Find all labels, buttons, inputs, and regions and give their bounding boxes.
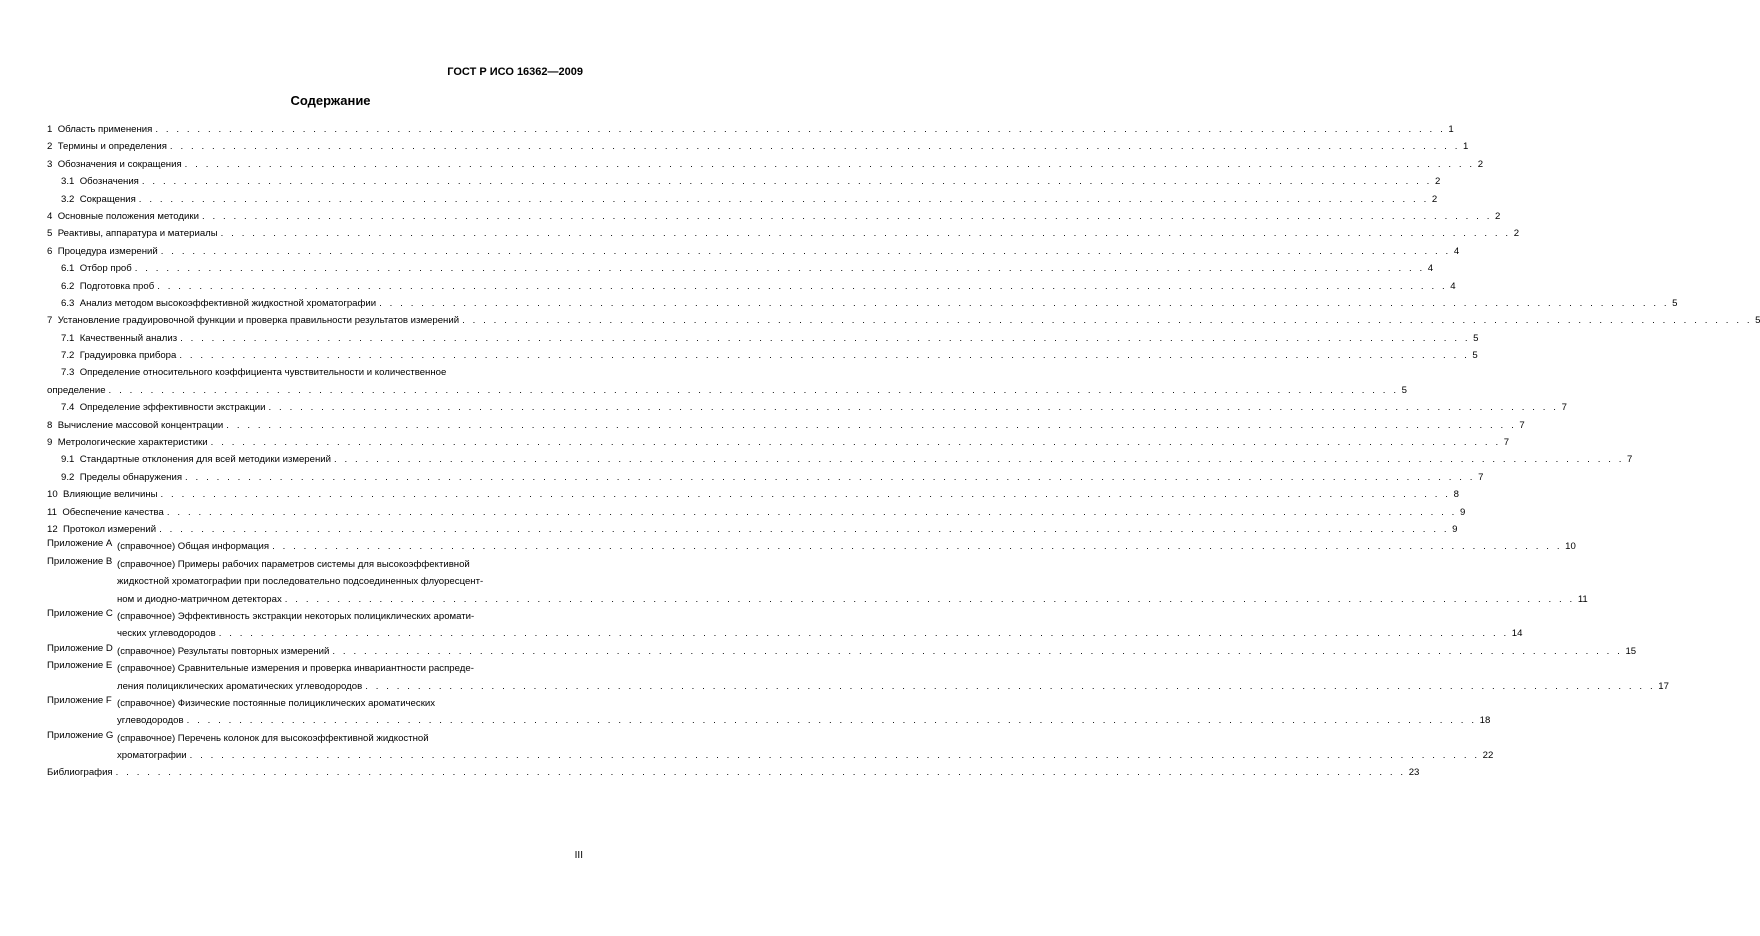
appendix-label: Приложение F [47,694,112,706]
entry-page: 4 [1453,245,1460,257]
entry-title: Качественный анализ [79,332,178,344]
leader-dots [179,347,1469,364]
toc-entry[interactable] [47,138,1469,155]
page-title: Содержание [290,93,371,108]
toc-entry[interactable] [47,191,1438,208]
leader-dots [142,173,1432,190]
entry-number: 7 [47,315,53,327]
leader-dots [157,278,1447,295]
entry-title: Влияющие величины [63,489,158,501]
toc-entry[interactable] [47,173,1441,190]
appendix-label: Приложение А [47,538,113,550]
entry-title: Установление градуировочной функции и проверка правильности результатов измерений [57,315,460,327]
entry-title: Подготовка проб [79,280,155,292]
entry-title: Сокращения [79,193,136,205]
leader-dots [161,486,1451,503]
appendix-label: Приложение D [47,642,113,654]
entry-number: 9.2 [61,471,75,483]
entry-title: Обозначения [79,176,139,188]
toc-entry[interactable] [47,208,1501,225]
entry-title: Отбор проб [79,263,132,275]
leader-dots [272,538,1562,555]
leader-dots [187,712,1477,729]
bibliography-title: Библиография [47,767,113,779]
leader-dots [170,138,1460,155]
entry-title: Термины и определения [57,141,167,153]
entry-page: 8 [1453,489,1459,501]
leader-dots [202,208,1492,225]
entry-title: Пределы обнаружения [79,471,183,483]
toc-entry[interactable] [47,364,584,381]
entry-page: 5 [1755,315,1760,327]
entry-title: Вычисление массовой концентрации [57,419,224,431]
toc-entry[interactable] [47,312,1760,329]
toc-entry[interactable] [47,295,1678,312]
entry-number: 5 [47,228,53,240]
appendix-title: жидкостной хроматографии при последовательно подсоединенных флуоресцент- [117,576,484,588]
leader-dots [269,399,1559,416]
entry-title-continuation: определение [47,384,106,396]
toc-entry[interactable] [47,243,1460,260]
entry-title: Определение относительного коэффициента чувствительности и количественное [79,367,447,379]
entry-title: Градуировка прибора [79,350,177,362]
leader-dots [109,382,1399,399]
entry-number: 4 [47,210,53,222]
leader-dots [190,747,1480,764]
entry-title: Протокол измерений [63,523,157,535]
toc-entry[interactable] [47,504,1466,521]
appendix-title: (справочное) Физические постоянные полициклических ароматических [117,697,436,709]
appendix-page: 11 [1577,593,1588,605]
leader-dots [159,521,1449,538]
table-of-contents [47,121,1760,782]
leader-dots [462,312,1752,329]
entry-page: 2 [1494,210,1501,222]
appendix-label: Приложение Е [47,660,113,672]
entry-page: 2 [1431,193,1438,205]
entry-page: 7 [1478,471,1484,483]
leader-dots [161,243,1451,260]
entry-number: 8 [47,419,53,431]
entry-number: 6.1 [61,263,75,275]
toc-entry[interactable] [47,399,1567,416]
toc-appendix[interactable] [47,538,1576,555]
toc-entry[interactable] [47,486,1459,503]
toc-entry[interactable] [47,521,1458,538]
entry-number: 3.2 [61,193,75,205]
entry-page: 9 [1452,523,1458,535]
entry-page: 2 [1513,228,1520,240]
leader-dots [155,121,1445,138]
entry-number: 3.1 [61,176,75,188]
entry-title: Определение эффективности экстракции [79,402,266,414]
entry-number: 7.1 [61,332,75,344]
leader-dots [332,643,1622,660]
toc-entry[interactable] [47,451,1633,468]
toc-appendix[interactable] [47,729,1494,765]
leader-dots [211,434,1501,451]
entry-page: 5 [1401,384,1407,396]
appendix-page: 22 [1482,750,1494,762]
entry-page: 2 [1477,158,1484,170]
leader-dots [365,678,1655,695]
appendix-title: (справочное) Результаты повторных измерений [117,645,330,657]
toc-appendix[interactable] [47,660,1669,695]
toc-entry[interactable] [47,156,1484,173]
entry-number: 12 [47,523,58,535]
leader-dots [139,191,1429,208]
entry-number: 6.3 [61,297,75,309]
leader-dots [334,451,1624,468]
entry-number: 10 [47,489,58,501]
toc-entry[interactable] [47,260,1434,277]
toc-entry[interactable] [47,330,1479,347]
toc-appendix[interactable] [47,642,1637,660]
appendix-title: (справочное) Сравнительные измерения и проверка инвариантности распреде- [117,663,474,675]
toc-appendix[interactable] [47,607,1523,643]
standard-number: ГОСТ Р ИСО 16362—2009 [447,66,583,78]
appendix-title: хроматографии [117,750,187,762]
entry-page: 5 [1672,297,1678,309]
entry-page: 1 [1462,141,1469,153]
toc-appendix[interactable] [47,555,1588,608]
leader-dots [185,156,1475,173]
appendix-title: (справочное) Перечень колонок для высокоэффективной жидкостной [117,732,429,744]
entry-page: 7 [1519,419,1525,431]
appendix-page: 10 [1565,541,1576,553]
toc-entry[interactable] [47,225,1520,242]
appendix-title: (справочное) Примеры рабочих параметров системы для высокоэффективной [117,558,470,570]
appendix-title: углеводородов [117,715,184,727]
entry-title: Реактивы, аппаратура и материалы [57,228,218,240]
entry-page: 5 [1473,332,1479,344]
entry-page: 5 [1472,350,1478,362]
entry-page: 7 [1561,402,1567,414]
leader-dots [221,225,1511,242]
entry-number: 9 [47,437,53,449]
entry-title: Основные положения методики [57,210,199,222]
entry-number: 7.2 [61,350,75,362]
entry-page: 7 [1503,437,1510,449]
entry-page: 7 [1627,454,1633,466]
entry-title: Метрологические характеристики [57,437,208,449]
leader-dots [226,417,1516,434]
leader-dots [116,764,1406,781]
appendix-page: 17 [1658,680,1669,692]
leader-dots [219,625,1509,642]
leader-dots [285,591,1575,608]
bibliography-page: 23 [1408,767,1420,779]
entry-page: 1 [1448,124,1454,135]
toc-entry[interactable] [47,417,1525,434]
leader-dots [185,469,1475,486]
toc-entry[interactable] [47,278,1456,295]
appendix-page: 18 [1479,715,1491,727]
entry-title: Стандартные отклонения для всей методики измерений [79,454,331,466]
entry-page: 9 [1459,506,1466,518]
entry-title: Процедура измерений [57,245,158,257]
entry-number: 9.1 [61,454,75,466]
entry-title: Область применения [57,124,153,135]
appendix-title: (справочное) Общая информация [117,541,270,553]
entry-title: Анализ методом высокоэффективной жидкостной хроматографии [79,297,377,309]
appendix-page: 15 [1625,645,1637,657]
entry-title: Обеспечение качества [62,506,164,518]
toc-entry[interactable] [47,434,1510,451]
appendix-title: (справочное) Эффективность экстракции некоторых полициклических аромати- [117,610,475,622]
appendix-page: 14 [1511,628,1523,640]
appendix-label: Приложение В [47,555,113,567]
entry-number: 7.3 [61,367,75,379]
entry-page: 4 [1450,280,1456,292]
leader-dots [167,504,1457,521]
appendix-title: ления полициклических ароматических углеводородов [117,680,363,692]
appendix-label: Приложение G [47,729,114,741]
entry-page: 4 [1427,263,1434,275]
page-folio: III [574,850,583,861]
entry-title: Обозначения и сокращения [57,158,182,170]
entry-page: 2 [1434,176,1441,188]
toc-entry[interactable] [47,469,1484,486]
entry-number: 6 [47,245,53,257]
toc-appendix[interactable] [47,694,1491,730]
entry-number: 3 [47,158,53,170]
leader-dots [180,330,1470,347]
leader-dots [135,260,1425,277]
appendix-title: ном и диодно-матричном детекторах [117,593,282,605]
toc-entry[interactable] [47,347,1478,364]
entry-number: 6.2 [61,280,75,292]
entry-number: 1 [47,124,53,135]
entry-number: 2 [47,141,53,153]
toc-entry[interactable] [47,121,1454,138]
entry-number: 7.4 [61,402,75,414]
leader-dots [379,295,1669,312]
appendix-label: Приложение С [47,607,113,619]
toc-bibliography[interactable] [47,764,1420,781]
toc-entry-continuation[interactable] [47,382,1407,399]
entry-number: 11 [47,506,57,518]
appendix-title: ческих углеводородов [117,628,216,640]
